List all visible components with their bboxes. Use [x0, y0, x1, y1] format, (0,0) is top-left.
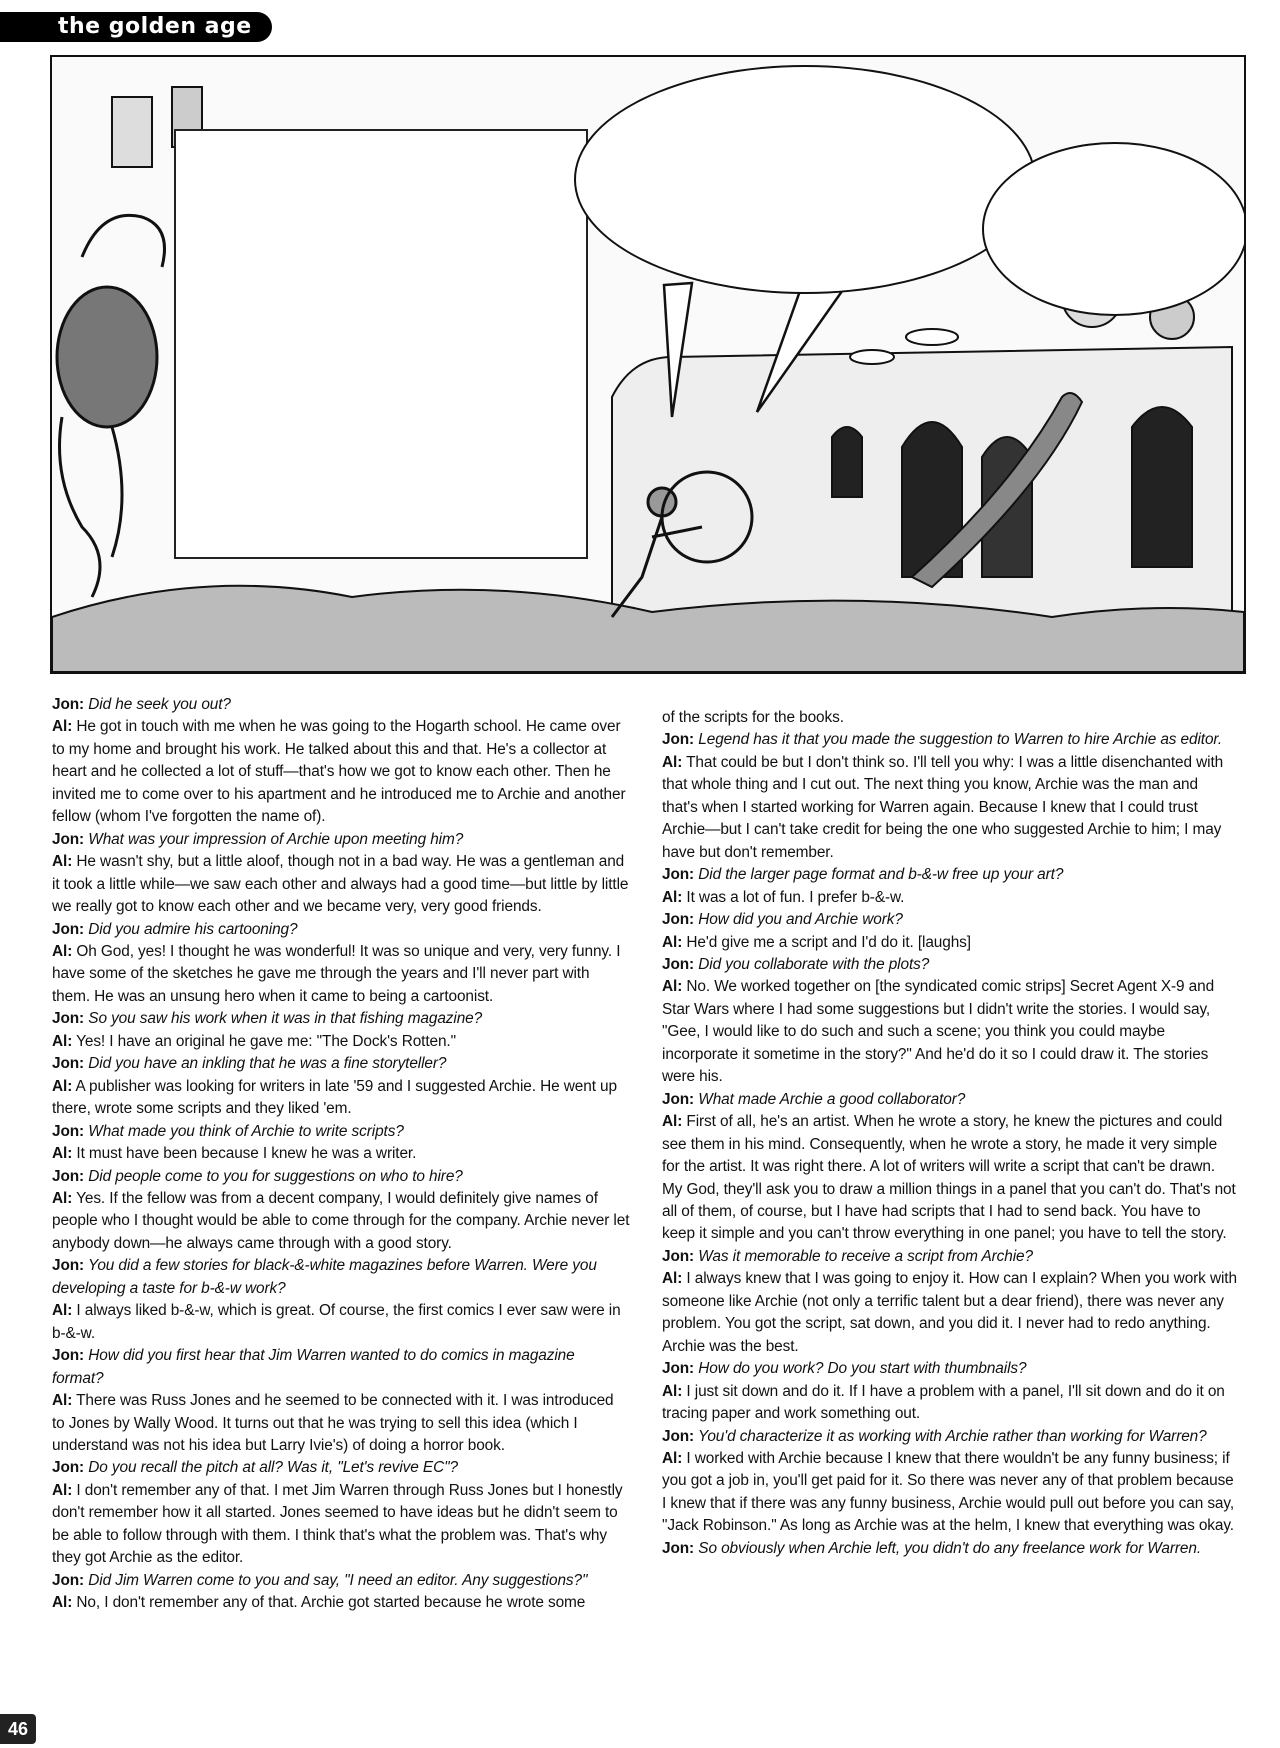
speaker-label: Jon: — [52, 696, 85, 713]
speaker-label: Al: — [52, 853, 73, 871]
dialogue-text: I always liked b-&-w, which is great. Of course, the first comics I ever saw were in b-&-w. — [52, 1302, 621, 1342]
speaker-label: Al: — [662, 1449, 683, 1467]
dialogue-text: Was it memorable to receive a script from Archie? — [698, 1247, 1033, 1265]
speaker-label: Jon: — [52, 1055, 85, 1073]
speaker-label: Jon: — [52, 1122, 85, 1140]
speaker-label: Jon: — [52, 1347, 85, 1365]
speaker-label: Jon: — [52, 920, 85, 938]
dialogue-text: Did you admire his cartooning? — [88, 920, 298, 938]
dialogue-text: How did you and Archie work? — [698, 911, 903, 929]
dialogue-text: He got in touch with me when he was going to the Hogarth school. He came over to my home and brought his work. He talked about this and that. He's a collector at heart and he collected a lot of stuff—that's how we got to know each other. Then he invited me to come over to his apartment and he introduced me to Archie and another fellow (whom I've forgotten the name of). — [52, 718, 626, 826]
left-text-column — [52, 694, 630, 1615]
interview-answer — [662, 707, 1237, 729]
page-number: 46 — [0, 1714, 36, 1744]
dialogue-text: I just sit down and do it. If I have a problem with a panel, I'll sit down and do it on tracing paper and work something out. — [662, 1382, 1225, 1423]
interview-question — [52, 1008, 630, 1030]
interview-question — [662, 954, 1237, 976]
speaker-label: Jon: — [662, 1427, 695, 1445]
interview-answer — [52, 941, 630, 1008]
speaker-label: Jon: — [662, 955, 695, 973]
interview-answer — [662, 887, 1237, 909]
interview-question — [662, 1246, 1237, 1268]
speaker-label: Al: — [662, 888, 683, 906]
speaker-label: Jon: — [52, 1257, 85, 1275]
interview-answer — [662, 976, 1237, 1088]
speaker-label: Jon: — [662, 1247, 695, 1265]
interview-question — [52, 1457, 630, 1479]
dialogue-text: I don't remember any of that. I met Jim Warren through Russ Jones but I honestly don't remember how it all started. Jones seemed to have ideas but he didn't seem to be able to follow through with them. I think that's what the problem was. That's why they got Archie as the editor. — [52, 1481, 623, 1567]
speaker-label: Al: — [52, 942, 73, 960]
dialogue-text: He wasn't shy, but a little aloof, though not in a bad way. He was a gentleman and it took a little while—we saw each other and always had a good time—but little by little we really got to know each other and we became very, very good friends. — [52, 853, 629, 916]
right-text-column — [662, 707, 1237, 1560]
speaker-label: Al: — [662, 1382, 683, 1400]
speaker-label: Al: — [52, 1077, 73, 1095]
interview-answer — [662, 1268, 1237, 1358]
section-title: the golden age — [58, 14, 252, 39]
interview-question — [52, 919, 630, 941]
speaker-label: Al: — [52, 1145, 73, 1163]
dialogue-text: It must have been because I knew he was a writer. — [76, 1145, 417, 1163]
dialogue-text: Yes. If the fellow was from a decent company, I would definitely give names of people who I thought would be able to come through for the company. Archie never let anybody down—he always came through with a good story. — [52, 1189, 630, 1252]
interview-question — [662, 1538, 1237, 1560]
speech-bubble — [982, 142, 1246, 316]
dialogue-text: Legend has it that you made the suggestion to Warren to hire Archie as editor. — [698, 731, 1223, 749]
speaker-label: Al: — [52, 1189, 73, 1207]
speaker-label: Jon: — [662, 1360, 695, 1378]
speaker-label: Al: — [52, 1392, 73, 1410]
interview-answer — [662, 932, 1237, 954]
dialogue-text: Did you collaborate with the plots? — [698, 955, 930, 973]
dialogue-text: Did you have an inkling that he was a fine storyteller? — [88, 1055, 447, 1073]
interview-answer — [52, 1143, 630, 1165]
dialogue-text: of the scripts for the books. — [662, 709, 844, 726]
interview-answer — [52, 1390, 630, 1457]
interview-answer — [52, 851, 630, 918]
dialogue-text: You did a few stories for black-&-white magazines before Warren. Were you developing a taste for b-&-w work? — [52, 1257, 597, 1297]
dialogue-text: How do you work? Do you start with thumbnails? — [698, 1360, 1027, 1378]
interview-answer — [662, 1448, 1237, 1538]
interview-question — [52, 1345, 630, 1390]
interview-answer — [52, 716, 630, 828]
interview-question — [52, 1121, 630, 1143]
speaker-label: Jon: — [662, 1539, 695, 1557]
dialogue-text: There was Russ Jones and he seemed to be connected with it. I was introduced to Jones by Wally Wood. It turns out that he was trying to sell this idea (which I understand was not his idea but Larry Ivie's) of doing a horror book. — [52, 1392, 614, 1454]
dialogue-text: I worked with Archie because I knew that there wouldn't be any funny business; if you got a job in, you'll get paid for it. So there was never any of that problem because I knew that if there was any funny business, Archie would pull out before you can say, "Jack Robinson." As long as Archie was at the helm, I knew that everything was okay. — [662, 1449, 1235, 1535]
speaker-label: Jon: — [52, 1571, 85, 1589]
interview-answer — [52, 1480, 630, 1570]
speaker-label: Jon: — [52, 1459, 85, 1477]
dialogue-text: You'd characterize it as working with Archie rather than working for Warren? — [698, 1427, 1207, 1445]
dialogue-text: Did people come to you for suggestions on who to hire? — [88, 1167, 463, 1185]
speaker-label: Jon: — [52, 1167, 85, 1185]
section-header-tab — [0, 12, 272, 42]
dialogue-text: That could be but I don't think so. I'll tell you why: I was a little disenchanted with that whole thing and I cut out. The next thing you know, Archie was the man and that's when I started working for Warren again. Because I knew that I could trust Archie—but I can't take credit for being the one who suggested Archie to him; I may have but don't remember. — [662, 753, 1224, 861]
speaker-label: Al: — [52, 718, 73, 736]
speaker-label: Jon: — [662, 911, 695, 929]
dialogue-text: How did you first hear that Jim Warren wanted to do comics in magazine format? — [52, 1347, 575, 1387]
speaker-label: Jon: — [52, 830, 85, 848]
dialogue-text: So you saw his work when it was in that fishing magazine? — [88, 1010, 483, 1028]
interview-question — [662, 909, 1237, 931]
dialogue-text: Did the larger page format and b-&-w free up your art? — [698, 866, 1064, 884]
speech-bubble — [574, 65, 1036, 294]
dialogue-text: I always knew that I was going to enjoy it. How can I explain? When you work with someone like Archie (not only a terrific talent but a dear friend), there was never any problem. You got the script, sat down, and you did it. I never had to redo anything. Archie was the best. — [662, 1270, 1237, 1355]
interview-question — [52, 1570, 630, 1592]
interview-answer — [662, 1111, 1237, 1246]
interview-question — [52, 1255, 630, 1300]
dialogue-text: Oh God, yes! I thought he was wonderful! It was so unique and very, very funny. I have some of the sketches he gave me through the years and I'll never part with them. He was an unsung hero when it came to being a cartoonist. — [52, 942, 621, 1005]
dialogue-text: A publisher was looking for writers in late '59 and I suggested Archie. He went up there, wrote some scripts and they liked 'em. — [52, 1077, 617, 1118]
dialogue-text: First of all, he's an artist. When he wrote a story, he knew the pictures and could see them in his mind. Consequently, when he wrote a story, he made it very simple for the artist. It was right there. A lot of writers will write a script that can't be drawn. My God, they'll ask you to draw a million things in a panel that you can't do. That's not all of them, of course, but I have had scripts that I had to send back. You have to keep it simple and you can't throw everything in one panel; you have to tell the story. — [662, 1113, 1236, 1243]
speaker-label: Jon: — [662, 1090, 695, 1108]
dialogue-text: No. We worked together on [the syndicated comic strips] Secret Agent X-9 and Star Wars where I had some suggestions but I didn't write the stories. I would say, "Gee, I would like to do such and such a scene; you think you could maybe incorporate it sometime in the story?" And he'd do it so I could draw it. The stories were his. — [662, 978, 1215, 1086]
dialogue-text: What made Archie a good collaborator? — [698, 1090, 966, 1108]
speaker-label: Al: — [662, 1270, 683, 1288]
interview-answer — [52, 1300, 630, 1345]
speaker-label: Al: — [52, 1594, 73, 1612]
interview-question — [662, 1426, 1237, 1448]
interview-question — [52, 1053, 630, 1075]
blank-caption-box — [174, 129, 588, 559]
dialogue-text: He'd give me a script and I'd do it. [laughs] — [686, 933, 971, 951]
speaker-label: Al: — [662, 933, 683, 951]
speaker-label: Al: — [52, 1481, 73, 1499]
speaker-label: Jon: — [662, 866, 695, 884]
interview-answer — [662, 752, 1237, 864]
dialogue-text: No, I don't remember any of that. Archie got started because he wrote some — [76, 1594, 586, 1612]
dialogue-text: What made you think of Archie to write scripts? — [88, 1122, 404, 1140]
interview-question — [662, 864, 1237, 886]
interview-answer — [52, 1592, 630, 1614]
dialogue-text: Did he seek you out? — [88, 696, 231, 713]
interview-answer — [52, 1031, 630, 1053]
interview-question — [52, 694, 630, 716]
dialogue-text: Do you recall the pitch at all? Was it, "Let's revive EC"? — [88, 1459, 458, 1477]
dialogue-text: It was a lot of fun. I prefer b-&-w. — [686, 888, 905, 906]
interview-answer — [52, 1188, 630, 1255]
speaker-label: Al: — [52, 1032, 73, 1050]
interview-question — [52, 829, 630, 851]
comic-panel-illustration — [50, 55, 1246, 674]
speaker-label: Al: — [52, 1302, 73, 1320]
speaker-label: Jon: — [662, 731, 695, 749]
interview-question — [662, 729, 1237, 751]
speaker-label: Jon: — [52, 1010, 85, 1028]
interview-question — [662, 1089, 1237, 1111]
dialogue-text: So obviously when Archie left, you didn't do any freelance work for Warren. — [698, 1539, 1202, 1557]
speaker-label: Al: — [662, 978, 683, 996]
speaker-label: Al: — [662, 1113, 683, 1131]
interview-answer — [52, 1076, 630, 1121]
interview-question — [662, 1358, 1237, 1380]
interview-answer — [662, 1381, 1237, 1426]
dialogue-text: Did Jim Warren come to you and say, "I need an editor. Any suggestions?" — [88, 1571, 588, 1589]
interview-question — [52, 1166, 630, 1188]
dialogue-text: What was your impression of Archie upon meeting him? — [88, 830, 464, 848]
dialogue-text: Yes! I have an original he gave me: "The Dock's Rotten." — [76, 1032, 456, 1050]
speaker-label: Al: — [662, 753, 683, 771]
